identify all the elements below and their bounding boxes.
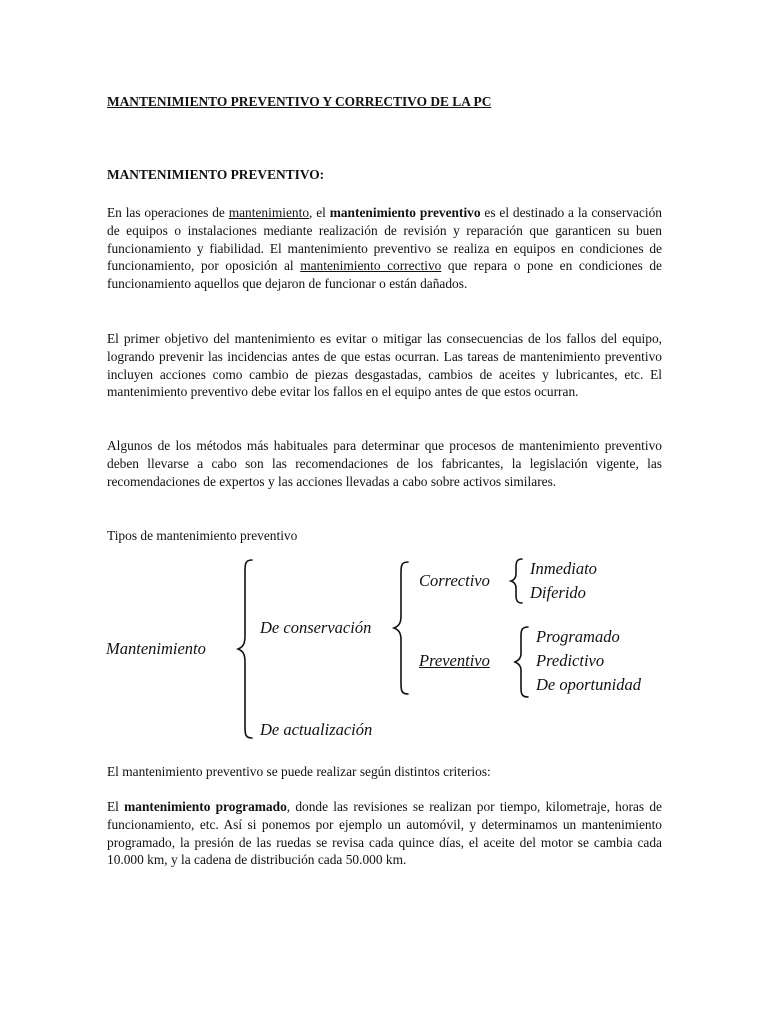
node-inmediato: Inmediato [530,559,597,578]
brace-preventivo [515,627,528,697]
paragraph-objetivo: El primer objetivo del mantenimiento es evitar o mitigar las consecuencias de los fallos del equipo, logrando prevenir las incidencias antes de que estas ocurran. Las tareas de mantenimiento preventivo incluyen acciones como cambio de piezas desgastadas, cambios de aceites y lubricantes, etc. El mantenimiento preventivo debe evitar los fallos en el equipo antes de que estos ocurran. [107,331,662,400]
link-mantenimiento-correctivo[interactable]: mantenimiento correctivo [300,258,442,274]
document-title: MANTENIMIENTO PREVENTIVO Y CORRECTIVO DE LA PC [107,94,492,109]
node-diferido: Diferido [530,583,586,602]
link-mantenimiento[interactable]: mantenimiento [228,205,310,220]
node-de-oportunidad: De oportunidad [536,675,641,694]
node-mantenimiento: Mantenimiento [106,639,206,658]
node-predictivo: Predictivo [536,651,605,670]
paragraph-programado: El mantenimiento programado, donde las revisiones se realizan por tiempo, kilometraje, horas de funcionamiento, etc. Así si ponemos por ejemplo un automóvil, y determinamos un mantenimiento programado, la presión de las ruedas se revisa cada quince días, el aceite del motor se cambia cada 10.000 km, y la cadena de distribución cada 50.000 km. [107,799,662,868]
maintenance-types-diagram [100,550,680,750]
node-preventivo: Preventivo [419,651,490,670]
paragraph-metodos: Algunos de los métodos más habituales para determinar que procesos de mantenimiento preventivo deben llevarse a cabo son las recomendaciones de los fabricantes, la legislación vigente, las recomendaciones de expertos y las acciones llevadas a cabo sobre activos similares. [107,438,662,489]
brace-root [238,560,252,738]
node-programado: Programado [536,627,620,646]
brace-conservacion [394,562,408,694]
bold-term: mantenimiento preventivo [329,205,481,220]
section-heading: MANTENIMIENTO PREVENTIVO: [107,167,325,182]
node-correctivo: Correctivo [419,571,490,590]
node-de-actualizacion: De actualización [260,720,373,739]
paragraph-tipos: Tipos de mantenimiento preventivo [107,528,298,543]
bold-term-programado: mantenimiento programado [124,799,287,814]
node-de-conservacion: De conservación [260,618,372,637]
paragraph-intro: En las operaciones de mantenimiento, el mantenimiento preventivo es el destinado a la conservación de equipos o instalaciones mediante realización de revisión y reparación que garanticen su buen funcionamiento y fiabilidad. El mantenimiento preventivo se realiza en equipos en condiciones de funcionamiento, por oposición al mantenimiento correctivo que repara o pone en condiciones de funcionamiento aquellos que dejaron de funcionar o están dañados. [107,205,662,292]
paragraph-criterios: El mantenimiento preventivo se puede realizar según distintos criterios: [107,764,491,779]
brace-correctivo [511,559,522,603]
